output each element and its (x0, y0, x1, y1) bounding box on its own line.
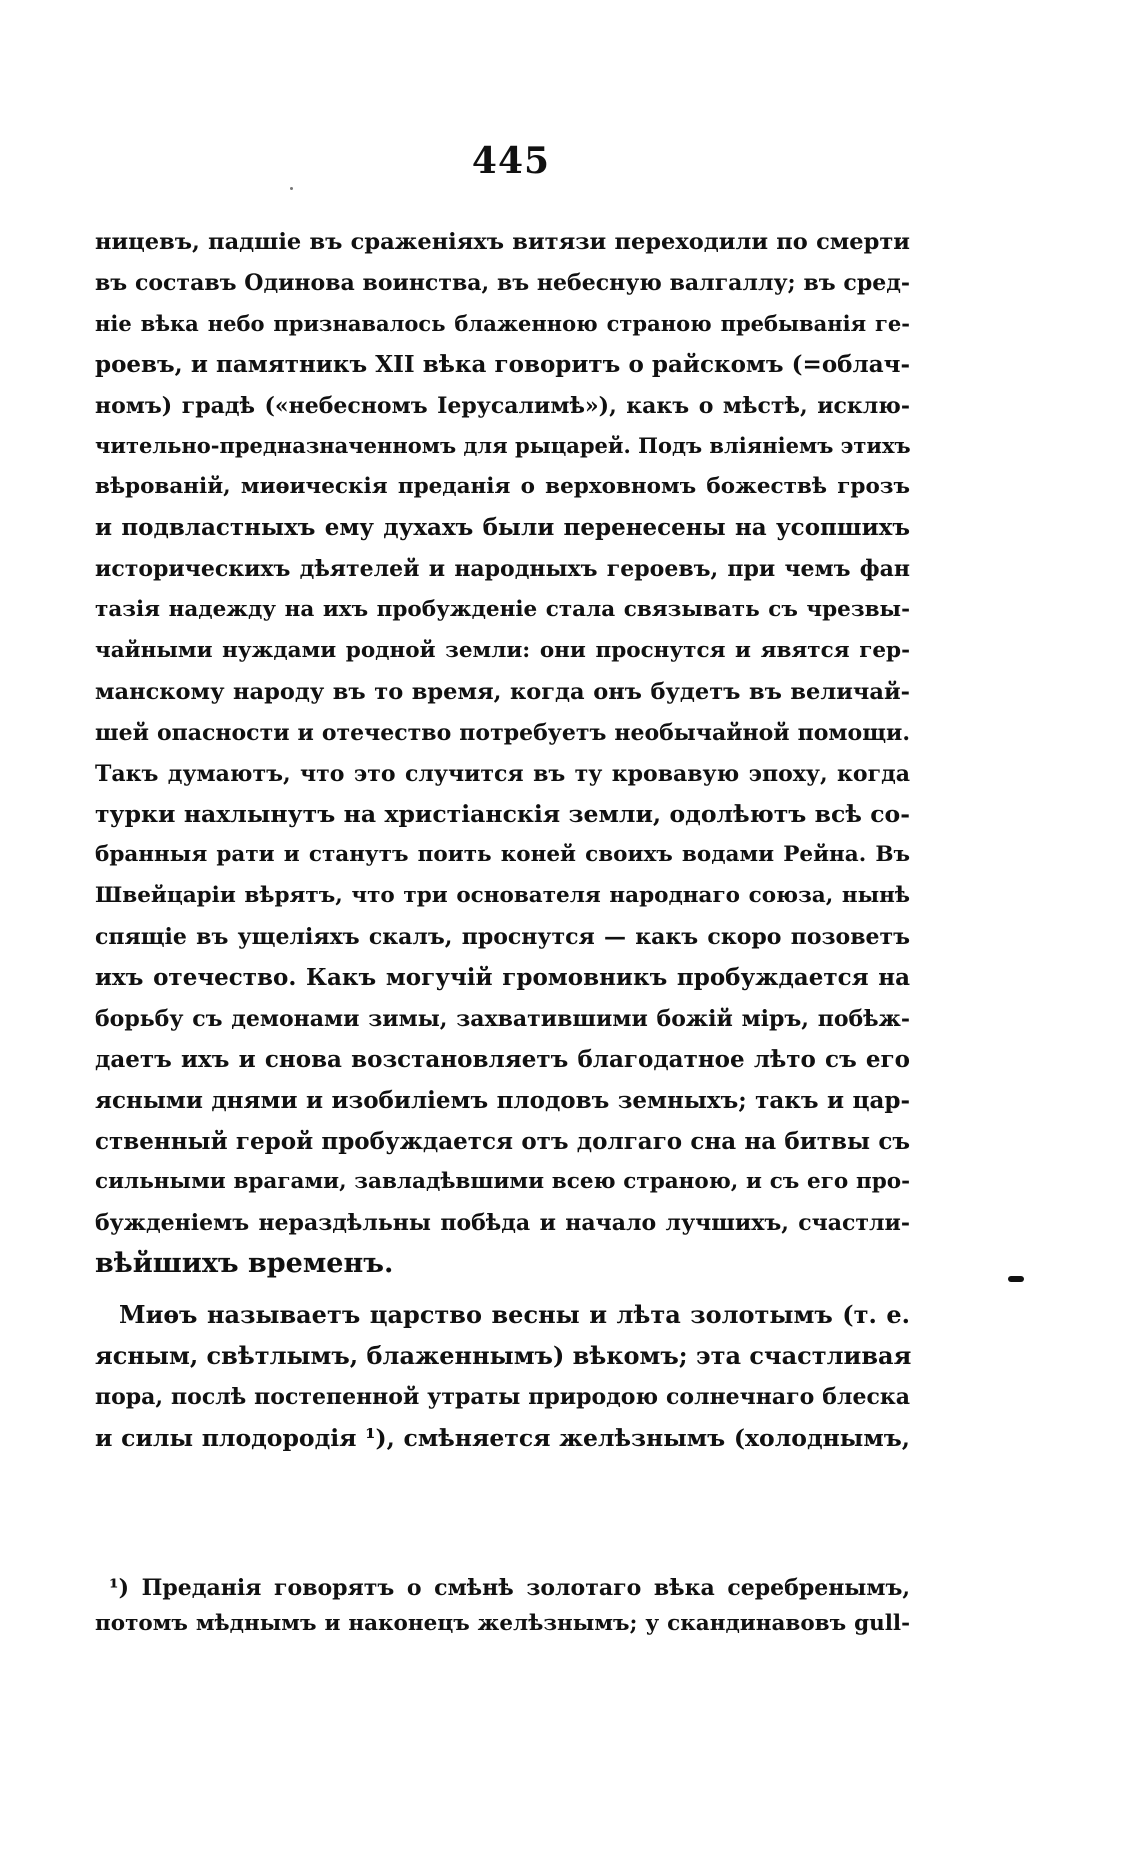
text-line: пора, послѣ постепенной утраты природою солнечнаго блеска (95, 1383, 910, 1410)
text-line: въ составъ Одинова воинства, въ небесную валгаллу; въ сред- (95, 269, 910, 296)
text-line: и подвластныхъ ему духахъ были перенесены на усопшихъ (95, 514, 910, 542)
margin-mark (1008, 1276, 1024, 1282)
text-line: и силы плодородія ¹), смѣняется желѣзнымъ (холоднымъ, (95, 1423, 910, 1452)
ink-speck (290, 187, 293, 190)
text-line: даетъ ихъ и снова возстановляетъ благодатное лѣто съ его (95, 1045, 910, 1073)
text-line: шей опасности и отечество потребуетъ необычайной помощи. (95, 719, 910, 746)
text-line: ніе вѣка небо признавалось блаженною страною пребыванія ге- (95, 310, 910, 336)
text-line: ясным, свѣтлымъ, блаженнымъ) вѣкомъ; эта счастливая (95, 1341, 912, 1371)
text-line: ницевъ, падшіе въ сраженіяхъ витязи переходили по смерти (95, 229, 910, 255)
text-line: ихъ отечество. Какъ могучій громовникъ пробуждается на (95, 964, 910, 992)
text-line: Такъ думаютъ, что это случится въ ту кровавую эпоху, когда (95, 760, 910, 787)
text-line: спящіе въ ущеліяхъ скалъ, проснутся — какъ скоро позоветъ (95, 924, 910, 951)
text-line: чайными нуждами родной земли: они проснутся и явятся гер- (95, 637, 910, 663)
text-line: манскому народу въ то время, когда онъ будетъ въ величай- (95, 678, 910, 705)
text-line: чительно-предназначенномъ для рыцарей. Подъ вліяніемъ этихъ (95, 433, 911, 459)
paragraph (95, 1295, 910, 1459)
paragraph (95, 222, 910, 1285)
text-line: бужденіемъ нераздѣльны побѣда и начало лучшихъ, счастли- (95, 1210, 910, 1237)
page-number: 445 (471, 140, 551, 182)
footnote-line: ¹) Преданія говорятъ о смѣнѣ золотаго вѣка серебренымъ, (109, 1575, 910, 1601)
text-line: вѣйшихъ временъ. (95, 1248, 394, 1280)
text-line: вѣрованій, миѳическія преданія о верховномъ божествѣ грозъ (95, 474, 910, 500)
text-line: номъ) градѣ («небесномъ Іерусалимѣ»), какъ о мѣстѣ, исклю- (95, 392, 910, 419)
text-line: ясными днями и изобиліемъ плодовъ земныхъ; такъ и цар- (95, 1086, 910, 1114)
text-line: Швейцаріи вѣрятъ, что три основателя народнаго союза, нынѣ (95, 883, 910, 909)
main-text-block (95, 222, 910, 1459)
footnote-line: потомъ мѣднымъ и наконецъ желѣзнымъ; у скандинавовъ gull- (95, 1611, 910, 1636)
paragraph-gap (95, 1285, 910, 1295)
text-line: тазія надежду на ихъ пробужденіе стала связывать съ чрезвы- (95, 597, 910, 623)
text-line: ственный герой пробуждается отъ долгаго сна на битвы съ (95, 1127, 910, 1155)
text-line: сильными врагами, завладѣвшими всею страною, и съ его про- (95, 1169, 910, 1195)
footnotes-block (95, 1570, 910, 1642)
text-line: турки нахлынутъ на христіанскія земли, одолѣютъ всѣ со- (95, 800, 910, 829)
text-line: историческихъ дѣятелей и народныхъ героевъ, при чемъ фан (95, 556, 910, 583)
text-line: роевъ, и памятникъ XII вѣка говоритъ о райскомъ (=облач- (95, 350, 910, 378)
text-line: борьбу съ демонами зимы, захватившими божій міръ, побѣж- (95, 1005, 910, 1032)
text-line: Миѳъ называетъ царство весны и лѣта золотымъ (т. е. (119, 1300, 910, 1330)
text-line: бранныя рати и станутъ поить коней своихъ водами Рейна. Въ (95, 842, 910, 868)
